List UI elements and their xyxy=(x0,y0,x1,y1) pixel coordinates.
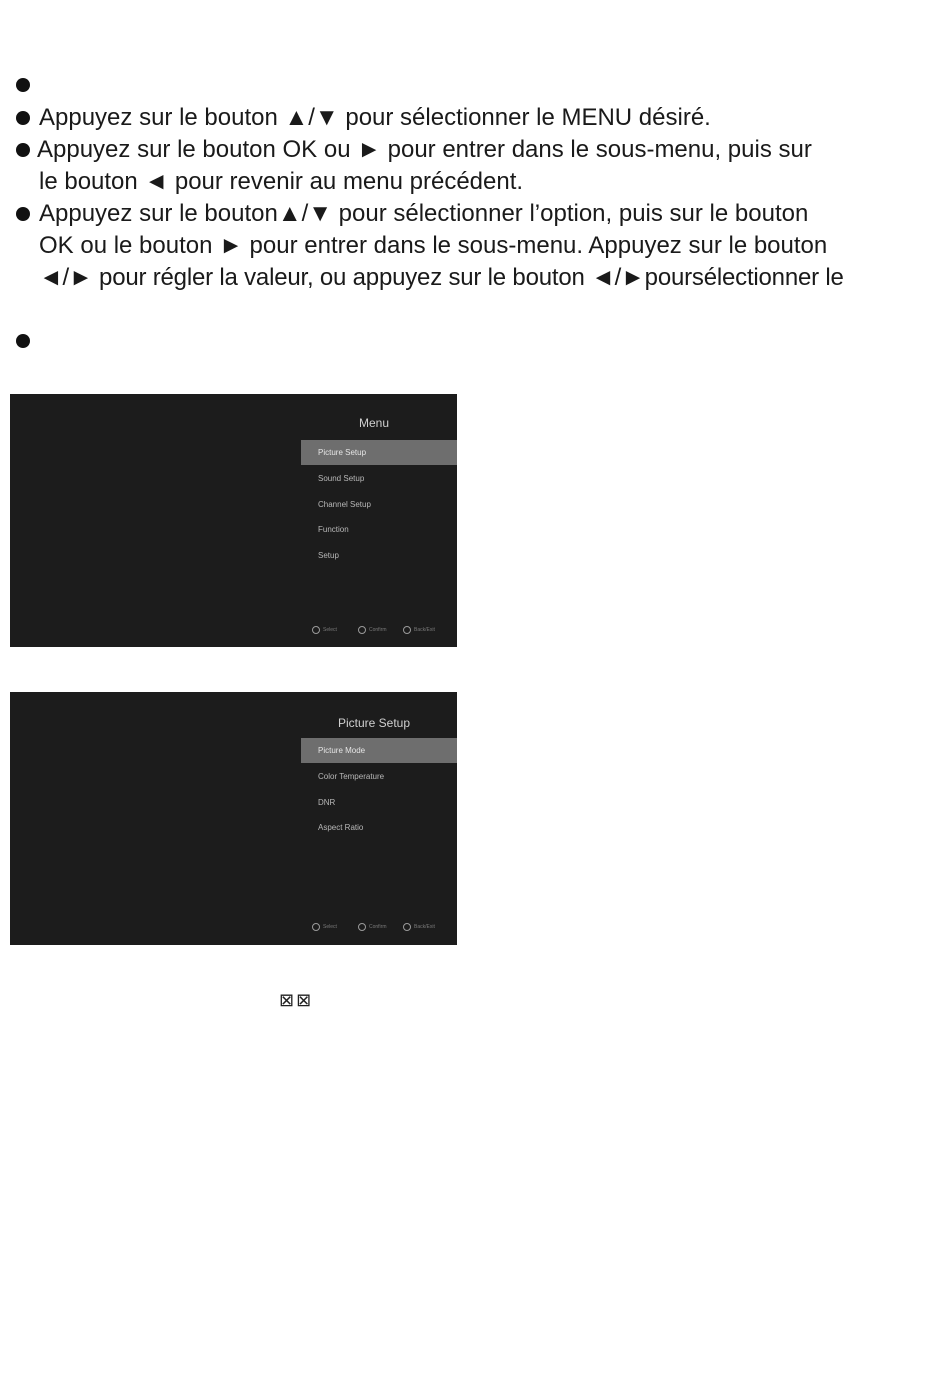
footer-select xyxy=(312,624,337,636)
instruction-line2b: le bouton ◄ pour revenir au menu précédent. xyxy=(39,168,524,195)
menu-item-dnr[interactable]: DNR xyxy=(318,798,336,807)
back-icon xyxy=(403,626,411,634)
footer2-back-label: Back/Exit xyxy=(414,924,435,930)
ok-icon xyxy=(358,626,366,634)
menu-item-picture-mode[interactable]: Picture Mode xyxy=(301,738,457,763)
instruction-line1: Appuyez sur le bouton ▲/▼ pour sélectionner le MENU désiré. xyxy=(39,104,711,131)
footer-confirm xyxy=(358,624,387,636)
back-icon xyxy=(403,923,411,931)
footer2-confirm-label: Confirm xyxy=(369,924,387,930)
menu-item-function[interactable]: Function xyxy=(318,525,349,534)
menu-item-sound-setup[interactable]: Sound Setup xyxy=(318,474,365,483)
dpad-icon xyxy=(312,626,320,634)
menu-item-aspect-ratio[interactable]: Aspect Ratio xyxy=(318,823,364,832)
menu-title: Menu xyxy=(358,416,390,430)
footer2-confirm xyxy=(358,921,387,933)
instruction-line3c: ◄/► pour régler la valeur, ou appuyez sur le bouton ◄/►poursélectionner le xyxy=(39,264,844,291)
instruction-line3a: Appuyez sur le bouton▲/▼ pour sélectionner l’option, puis sur le bouton xyxy=(39,200,809,227)
tv-screen-main-menu xyxy=(10,394,457,647)
footer-select-label: Select xyxy=(323,627,337,633)
bullet-line2 xyxy=(16,143,30,157)
osd-menu-panel xyxy=(301,394,457,647)
instruction-line2a: Appuyez sur le bouton OK ou ► pour entrer dans le sous-menu, puis sur xyxy=(37,136,812,163)
footer2-select xyxy=(312,921,337,933)
menu-footer xyxy=(312,624,457,636)
missing-glyph-text: ⊠⊠ xyxy=(279,990,314,1010)
bullet-empty-top xyxy=(16,78,30,92)
bullet-line1 xyxy=(16,111,30,125)
submenu-title: Picture Setup xyxy=(337,716,411,730)
menu-item-channel-setup[interactable]: Channel Setup xyxy=(318,500,371,509)
footer-back xyxy=(403,624,435,636)
ok-icon xyxy=(358,923,366,931)
osd-submenu-panel xyxy=(301,692,457,945)
bullet-line3 xyxy=(16,207,30,221)
menu-item-picture-setup[interactable]: Picture Setup xyxy=(301,440,457,465)
footer2-back xyxy=(403,921,435,933)
dpad-icon xyxy=(312,923,320,931)
footer-back-label: Back/Exit xyxy=(414,627,435,633)
menu-item-color-temperature[interactable]: Color Temperature xyxy=(318,772,385,781)
submenu-footer xyxy=(312,921,457,933)
footer2-select-label: Select xyxy=(323,924,337,930)
menu-item-setup[interactable]: Setup xyxy=(318,551,339,560)
tv-screen-picture-setup xyxy=(10,692,457,945)
footer-confirm-label: Confirm xyxy=(369,627,387,633)
instruction-line3b: OK ou le bouton ► pour entrer dans le sous-menu. Appuyez sur le bouton xyxy=(39,232,828,259)
bullet-empty-bottom xyxy=(16,334,30,348)
